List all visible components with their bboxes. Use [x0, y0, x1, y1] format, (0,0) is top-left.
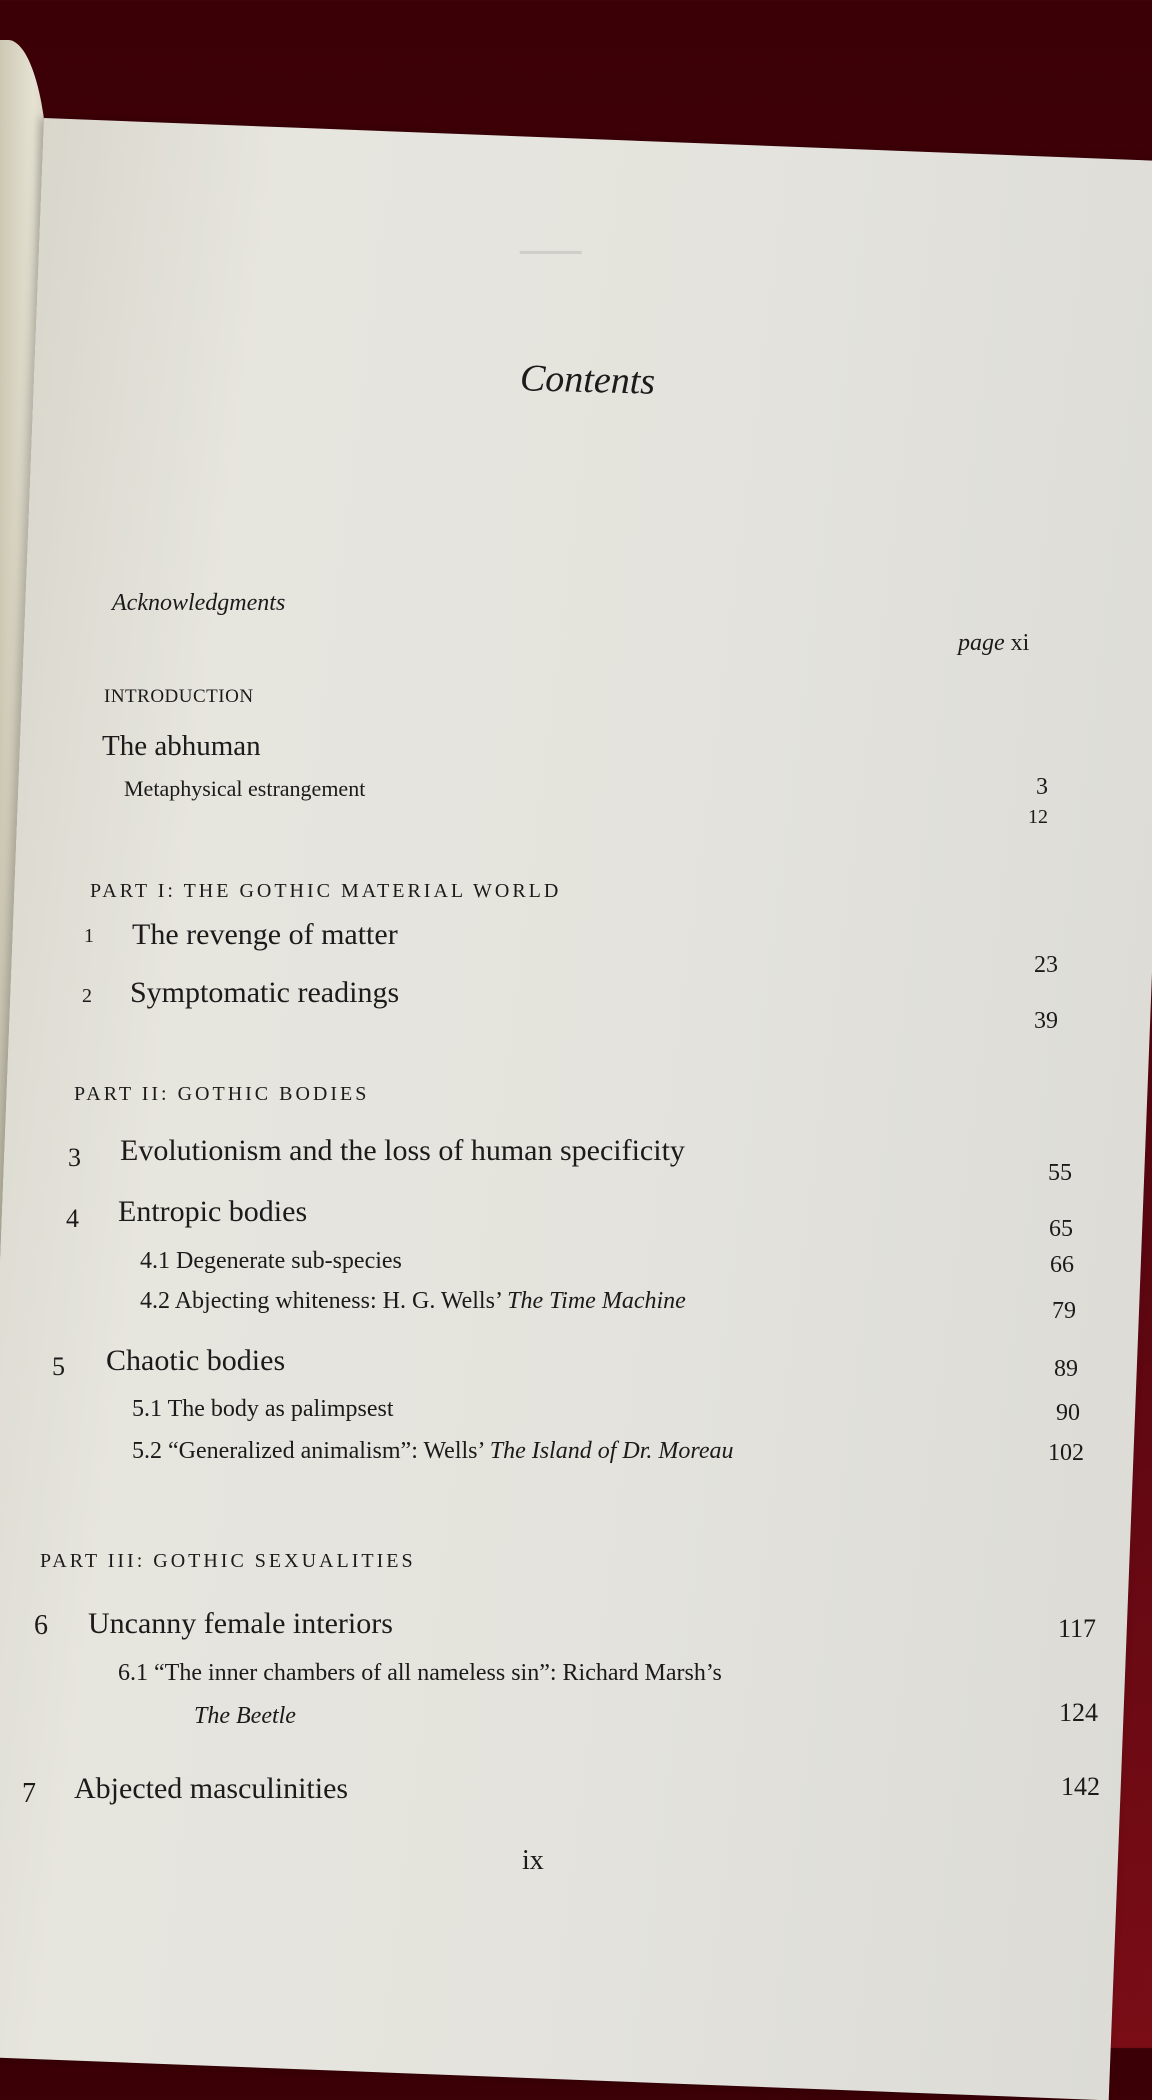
section-number: 4.1 — [140, 1248, 170, 1274]
section-work-title: The Time Machine — [507, 1288, 686, 1314]
section-page: 66 — [1050, 1252, 1074, 1278]
chapter-number: 7 — [22, 1778, 36, 1809]
section-title — [140, 1288, 686, 1315]
section-page: 124 — [1059, 1698, 1098, 1727]
chapter-title: Abjected masculinities — [74, 1772, 349, 1805]
introduction-section-page: 3 — [1036, 774, 1048, 800]
page-number: xi — [1010, 630, 1030, 656]
chapter-title: Chaotic bodies — [106, 1344, 286, 1377]
chapter-page: 23 — [1034, 952, 1058, 978]
chapter-number: 1 — [84, 925, 94, 947]
chapter-title: Evolutionism and the loss of human specificity — [120, 1134, 685, 1167]
page-prefix: page — [958, 630, 1005, 656]
section-text: Degenerate sub-species — [176, 1248, 402, 1274]
introduction-chapter-title: The abhuman — [102, 730, 261, 762]
section-page: 102 — [1048, 1440, 1084, 1466]
chapter-title: The revenge of matter — [132, 918, 398, 951]
section-number: 6.1 — [118, 1660, 148, 1686]
chapter-number: 4 — [66, 1204, 79, 1233]
chapter-page: 65 — [1049, 1216, 1073, 1242]
section-text: “Generalized animalism”: Wells’ — [168, 1438, 484, 1464]
chapter-number: 2 — [82, 985, 92, 1007]
chapter-title: Symptomatic readings — [130, 976, 400, 1009]
introduction-extra-page: 12 — [1028, 806, 1048, 828]
section-number: 5.2 — [132, 1438, 162, 1464]
show-through-text: ▁▁▁▁ — [520, 232, 582, 254]
section-title — [118, 1660, 722, 1687]
toc-acknowledgments: Acknowledgments — [112, 590, 286, 616]
section-page: 79 — [1052, 1298, 1076, 1324]
section-page: 90 — [1056, 1400, 1080, 1426]
section-number: 5.1 — [132, 1396, 162, 1422]
section-title — [140, 1248, 402, 1275]
chapter-page: 39 — [1034, 1008, 1058, 1034]
section-work-title: The Beetle — [194, 1703, 296, 1729]
page-title: Contents — [519, 357, 656, 403]
chapter-page: 142 — [1061, 1772, 1100, 1801]
part-1-label: PART I: THE GOTHIC MATERIAL WORLD — [90, 880, 562, 902]
toc-acknowledgments-page — [958, 630, 1029, 657]
part-3-label: PART III: GOTHIC SEXUALITIES — [40, 1550, 416, 1572]
chapter-number: 3 — [68, 1143, 81, 1172]
section-text: The body as palimpsest — [167, 1396, 394, 1422]
section-number: 4.2 — [140, 1288, 170, 1314]
chapter-number: 6 — [34, 1610, 48, 1641]
page-folio: ix — [522, 1845, 544, 1876]
chapter-page: 55 — [1048, 1160, 1072, 1186]
part-2-label: PART II: GOTHIC BODIES — [74, 1083, 370, 1105]
section-text: “The inner chambers of all nameless sin”: Richard Marsh’s — [154, 1660, 722, 1686]
section-title — [132, 1396, 394, 1423]
chapter-page: 89 — [1054, 1356, 1078, 1382]
chapter-title: Entropic bodies — [118, 1195, 308, 1228]
introduction-section-title: Metaphysical estrangement — [124, 776, 366, 801]
chapter-number: 5 — [52, 1352, 65, 1381]
chapter-title: Uncanny female interiors — [88, 1607, 393, 1640]
chapter-page: 117 — [1057, 1614, 1096, 1643]
section-text: Abjecting whiteness: H. G. Wells’ — [174, 1288, 502, 1314]
section-title — [132, 1438, 734, 1465]
introduction-label: INTRODUCTION — [104, 686, 254, 707]
section-work-title: The Island of Dr. Moreau — [489, 1438, 734, 1464]
